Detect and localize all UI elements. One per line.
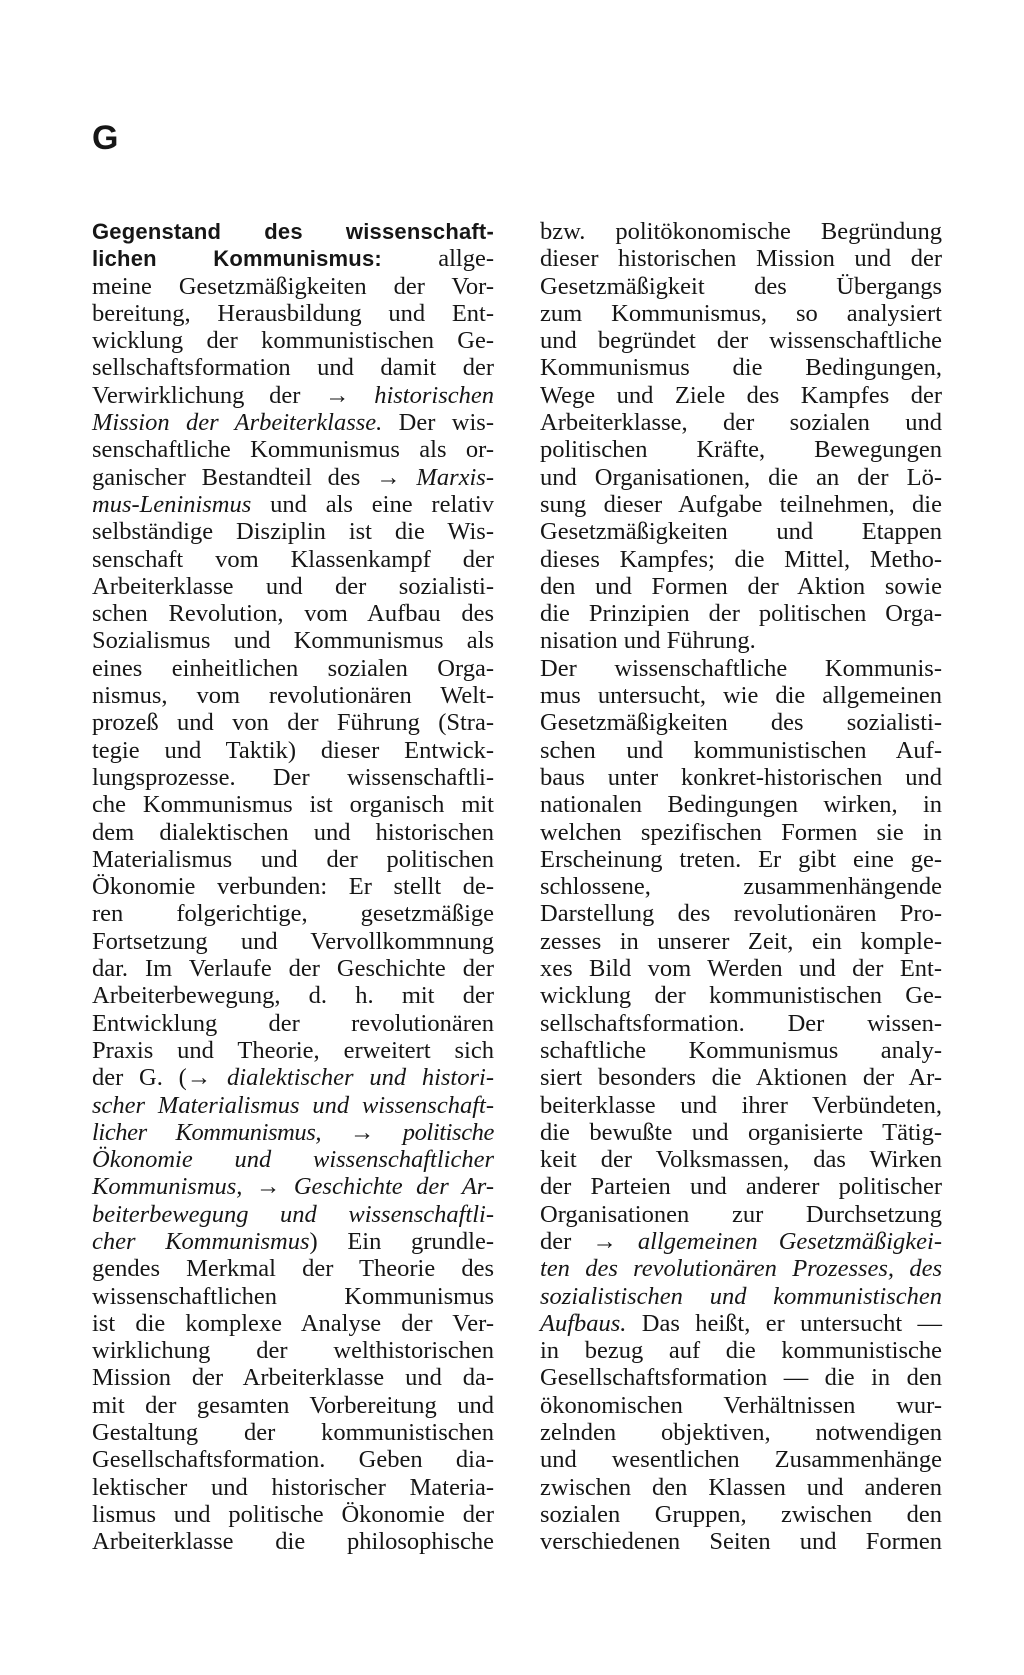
text-line <box>92 819 494 846</box>
text-line <box>540 1201 942 1228</box>
body-text: Materialismus und der politischen <box>92 845 494 873</box>
body-text: Verwirklichung der → <box>92 381 375 409</box>
body-text: schen Revolution, vom Aufbau des <box>92 600 494 628</box>
text-line <box>92 245 494 272</box>
cross-reference: Mission der Arbeiterklasse. <box>92 409 383 437</box>
text-line <box>92 409 494 436</box>
text-line <box>92 1310 494 1337</box>
body-text: Ökonomie verbunden: Er stellt de- <box>92 873 494 901</box>
text-line <box>540 1092 942 1119</box>
text-line <box>540 900 942 927</box>
body-text: lungsprozesse. Der wissenschaftli- <box>92 763 494 791</box>
text-line <box>92 1364 494 1391</box>
body-text: Darstellung des revolutionären Pro- <box>540 900 942 928</box>
cross-reference: historischen <box>374 381 494 409</box>
body-text: Fortsetzung und Vervollkommnung <box>92 927 494 955</box>
body-text: und als eine relativ <box>251 490 494 518</box>
body-text: Der wis- <box>382 409 494 437</box>
text-line <box>540 600 942 627</box>
text-line <box>540 627 942 654</box>
body-text: ökonomischen Verhältnissen wur- <box>540 1391 942 1419</box>
cross-reference: allgemeinen Gesetzmäßigkei- <box>637 1227 943 1255</box>
text-line <box>540 982 942 1009</box>
text-line <box>540 1419 942 1446</box>
text-line <box>92 655 494 682</box>
cross-reference: beiterbewegung und wissenschaftli- <box>92 1200 494 1228</box>
text-line <box>540 245 942 272</box>
text-line <box>540 1501 942 1528</box>
text-line <box>92 573 494 600</box>
body-text: lektischer und historischer Materia- <box>92 1473 494 1501</box>
text-line <box>92 1228 494 1255</box>
body-text: die bewußte und organisierte Tätig- <box>540 1118 942 1146</box>
body-text: meine Gesetzmäßigkeiten der Vor- <box>92 272 494 300</box>
body-text: mus untersucht, wie die allgemeinen <box>540 682 942 710</box>
text-line <box>92 354 494 381</box>
text-line <box>92 1037 494 1064</box>
cross-reference: Marxis- <box>416 463 494 491</box>
text-line <box>540 409 942 436</box>
entry-heading: Gegenstand des wissenschaft- <box>92 219 494 244</box>
text-line <box>540 709 942 736</box>
body-text: schen und kommunistischen Auf- <box>540 736 942 764</box>
text-line <box>540 737 942 764</box>
body-text: Arbeiterklasse und der sozialisti- <box>92 572 494 600</box>
text-line <box>540 1228 942 1255</box>
body-text: Arbeiterbewegung, d. h. mit der <box>92 982 494 1010</box>
text-line <box>540 327 942 354</box>
body-text: verschiedenen Seiten und Formen <box>540 1528 942 1556</box>
text-line <box>540 1310 942 1337</box>
cross-reference: politische <box>402 1118 494 1146</box>
body-text: Gesellschaftsformation — die in den <box>540 1364 942 1392</box>
cross-reference: Geschichte der Ar- <box>293 1173 494 1201</box>
text-line <box>92 1010 494 1037</box>
body-text: Arbeiterklasse die philosophische <box>92 1528 494 1556</box>
text-line <box>540 1337 942 1364</box>
text-line <box>540 846 942 873</box>
text-line <box>540 1255 942 1282</box>
body-text: dieses Kampfes; die Mittel, Metho- <box>540 545 942 573</box>
cross-reference: Ökonomie und wissenschaftlicher <box>92 1146 494 1174</box>
body-text: keit der Volksmassen, das Wirken <box>540 1146 942 1174</box>
body-text: che Kommunismus ist organisch mit <box>92 791 494 819</box>
body-text: nationalen Bedingungen wirken, in <box>540 791 942 819</box>
body-text: ren folgerichtige, gesetzmäßige <box>92 900 494 928</box>
body-text: senschaftliche Kommunismus als or- <box>92 436 494 464</box>
body-text: Gesetzmäßigkeiten des sozialisti- <box>540 709 942 737</box>
text-line <box>540 764 942 791</box>
body-text: Sozialismus und Kommunismus als <box>92 627 494 655</box>
text-line <box>92 1283 494 1310</box>
text-line <box>92 1255 494 1282</box>
body-text: mit der gesamten Vorbereitung und <box>92 1391 494 1419</box>
body-text: Arbeiterklasse, der sozialen und <box>540 409 942 437</box>
body-text: schaftliche Kommunismus analy- <box>540 1036 942 1064</box>
text-line <box>92 327 494 354</box>
text-line <box>540 1119 942 1146</box>
body-text: den und Formen der Aktion sowie <box>540 572 942 600</box>
body-text: und wesentlichen Zusammenhänge <box>540 1446 942 1474</box>
body-text: eines einheitlichen sozialen Orga- <box>92 654 494 682</box>
entry-heading: lichen Kommunismus: <box>92 246 382 272</box>
text-line <box>92 955 494 982</box>
text-line <box>92 1446 494 1473</box>
section-letter: G <box>92 119 119 157</box>
body-text: baus unter konkret-historischen und <box>540 763 942 791</box>
text-line <box>92 627 494 654</box>
text-line <box>540 1173 942 1200</box>
cross-reference: licher Kommunismus, <box>92 1118 322 1146</box>
body-text: der → <box>540 1227 638 1255</box>
body-text: und begründet der wissenschaftliche <box>540 327 942 355</box>
body-text: selbständige Disziplin ist die Wis- <box>92 518 494 546</box>
body-text: nisation und Führung. <box>540 627 756 655</box>
cross-reference: mus-Leninismus <box>92 490 252 518</box>
text-line <box>92 1201 494 1228</box>
text-line <box>540 1446 942 1473</box>
text-line <box>540 928 942 955</box>
text-line <box>540 1283 942 1310</box>
text-line <box>92 1092 494 1119</box>
body-text: xes Bild vom Werden und der Ent- <box>540 955 942 983</box>
left-column <box>92 218 494 1556</box>
text-line <box>92 709 494 736</box>
text-line <box>540 1010 942 1037</box>
body-text: Gesetzmäßigkeiten und Etappen <box>540 518 942 546</box>
text-line <box>92 873 494 900</box>
body-text: Praxis und Theorie, erweitert sich <box>92 1036 494 1064</box>
text-line <box>92 1337 494 1364</box>
body-text: der G. (→ <box>92 1064 228 1092</box>
text-line <box>540 1364 942 1391</box>
text-line <box>540 218 942 245</box>
text-line <box>540 546 942 573</box>
text-line <box>540 518 942 545</box>
text-line <box>92 436 494 463</box>
body-text: → <box>242 1173 294 1201</box>
text-line <box>92 1392 494 1419</box>
text-line <box>540 1146 942 1173</box>
body-text: Gestaltung der kommunistischen <box>92 1419 494 1447</box>
text-line <box>540 491 942 518</box>
text-line <box>92 464 494 491</box>
text-line <box>540 436 942 463</box>
body-text: die Prinzipien der politischen Orga- <box>540 600 942 628</box>
text-line <box>92 1501 494 1528</box>
body-text: Der wissenschaftliche Kommunis- <box>540 654 942 682</box>
text-line <box>92 1146 494 1173</box>
body-text: siert besonders die Aktionen der Ar- <box>540 1064 942 1092</box>
right-column <box>540 218 942 1556</box>
body-text: ganischer Bestandteil des → <box>92 463 417 491</box>
text-line <box>540 1392 942 1419</box>
body-text: beiterklasse und ihrer Verbündeten, <box>540 1091 942 1119</box>
body-text: sellschaftsformation und damit der <box>92 354 494 382</box>
body-text: prozeß und von der Führung (Stra- <box>92 709 494 737</box>
body-text: wirklichung der welthistorischen <box>92 1337 494 1365</box>
body-text: bereitung, Herausbildung und Ent- <box>92 299 494 327</box>
text-line <box>540 382 942 409</box>
text-line <box>92 846 494 873</box>
cross-reference: dialektischer und histori- <box>227 1064 494 1092</box>
body-text: ist die komplexe Analyse der Ver- <box>92 1309 494 1337</box>
body-text: nismus, vom revolutionären Welt- <box>92 682 494 710</box>
body-text: und Organisationen, die an der Lö- <box>540 463 942 491</box>
body-text: zwischen den Klassen und anderen <box>540 1473 942 1501</box>
text-line <box>540 655 942 682</box>
body-text: Wege und Ziele des Kampfes der <box>540 381 942 409</box>
text-line <box>92 491 494 518</box>
text-line <box>540 955 942 982</box>
body-text: dar. Im Verlaufe der Geschichte der <box>92 955 494 983</box>
text-line <box>92 791 494 818</box>
body-text: der Parteien und anderer politischer <box>540 1173 942 1201</box>
body-text: schlossene, zusammenhängende <box>540 873 942 901</box>
body-text: sozialen Gruppen, zwischen den <box>540 1500 942 1528</box>
body-text: in bezug auf die kommunistische <box>540 1337 942 1365</box>
body-text: Gesellschaftsformation. Geben dia- <box>92 1446 494 1474</box>
cross-reference: Kommunismus, <box>92 1173 243 1201</box>
body-text: dieser historischen Mission und der <box>540 245 942 273</box>
body-text: gendes Merkmal der Theorie des <box>92 1255 494 1283</box>
text-line <box>92 1419 494 1446</box>
body-text: Entwicklung der revolutionären <box>92 1009 494 1037</box>
text-line <box>92 737 494 764</box>
text-line <box>92 1064 494 1091</box>
text-line <box>540 682 942 709</box>
text-line <box>92 600 494 627</box>
body-text: Mission der Arbeiterklasse und da- <box>92 1364 494 1392</box>
text-line <box>92 1173 494 1200</box>
text-line <box>92 982 494 1009</box>
body-text: bzw. politökonomische Begründung <box>540 218 942 245</box>
text-line <box>540 273 942 300</box>
text-line <box>540 300 942 327</box>
body-text: welchen spezifischen Formen sie in <box>540 818 942 846</box>
text-line <box>540 791 942 818</box>
text-line <box>540 1037 942 1064</box>
body-text: politischen Kräfte, Bewegungen <box>540 436 942 464</box>
body-text: Kommunismus die Bedingungen, <box>540 354 942 382</box>
text-line <box>92 1119 494 1146</box>
body-text: zesses in unserer Zeit, ein komple- <box>540 927 942 955</box>
body-text: ) Ein grundle- <box>309 1227 494 1255</box>
body-text: wicklung der kommunistischen Ge- <box>92 327 494 355</box>
body-text: sung dieser Aufgabe teilnehmen, die <box>540 490 942 518</box>
text-line <box>92 1528 494 1555</box>
text-line <box>92 518 494 545</box>
cross-reference: sozialistischen und kommunistischen <box>540 1282 942 1310</box>
cross-reference: cher Kommunismus <box>92 1227 310 1255</box>
text-line <box>92 218 494 245</box>
text-line <box>92 928 494 955</box>
text-line <box>92 1474 494 1501</box>
body-text: zum Kommunismus, so analysiert <box>540 299 942 327</box>
body-text: tegie und Taktik) dieser Entwick- <box>92 736 494 764</box>
body-text: dem dialektischen und historischen <box>92 818 494 846</box>
text-line <box>92 382 494 409</box>
body-text: Gesetzmäßigkeit des Übergangs <box>540 272 942 300</box>
body-text: allge- <box>381 245 495 273</box>
text-line <box>92 300 494 327</box>
text-line <box>540 1528 942 1555</box>
body-text: wicklung der kommunistischen Ge- <box>540 982 942 1010</box>
body-text: wissenschaftlichen Kommunismus <box>92 1282 494 1310</box>
cross-reference: Aufbaus. <box>540 1309 627 1337</box>
body-text: Erscheinung treten. Er gibt eine ge- <box>540 845 942 873</box>
text-line <box>92 546 494 573</box>
body-text: senschaft vom Klassenkampf der <box>92 545 494 573</box>
body-text: lismus und politische Ökonomie der <box>92 1500 494 1528</box>
body-text: Das heißt, er untersucht — <box>626 1309 942 1337</box>
text-line <box>92 900 494 927</box>
text-line <box>540 1474 942 1501</box>
text-line <box>540 873 942 900</box>
text-line <box>540 464 942 491</box>
text-line <box>540 1064 942 1091</box>
text-line <box>540 573 942 600</box>
text-line <box>92 273 494 300</box>
text-line <box>540 354 942 381</box>
cross-reference: ten des revolutionären Prozesses, des <box>540 1255 942 1283</box>
body-text: Organisationen zur Durchsetzung <box>540 1200 942 1228</box>
body-text: sellschaftsformation. Der wissen- <box>540 1009 942 1037</box>
text-line <box>540 819 942 846</box>
text-line <box>92 764 494 791</box>
body-text: zelnden objektiven, notwendigen <box>540 1419 942 1447</box>
cross-reference: scher Materialismus und wissenschaft- <box>92 1091 494 1119</box>
body-text: → <box>321 1118 403 1146</box>
text-line <box>92 682 494 709</box>
